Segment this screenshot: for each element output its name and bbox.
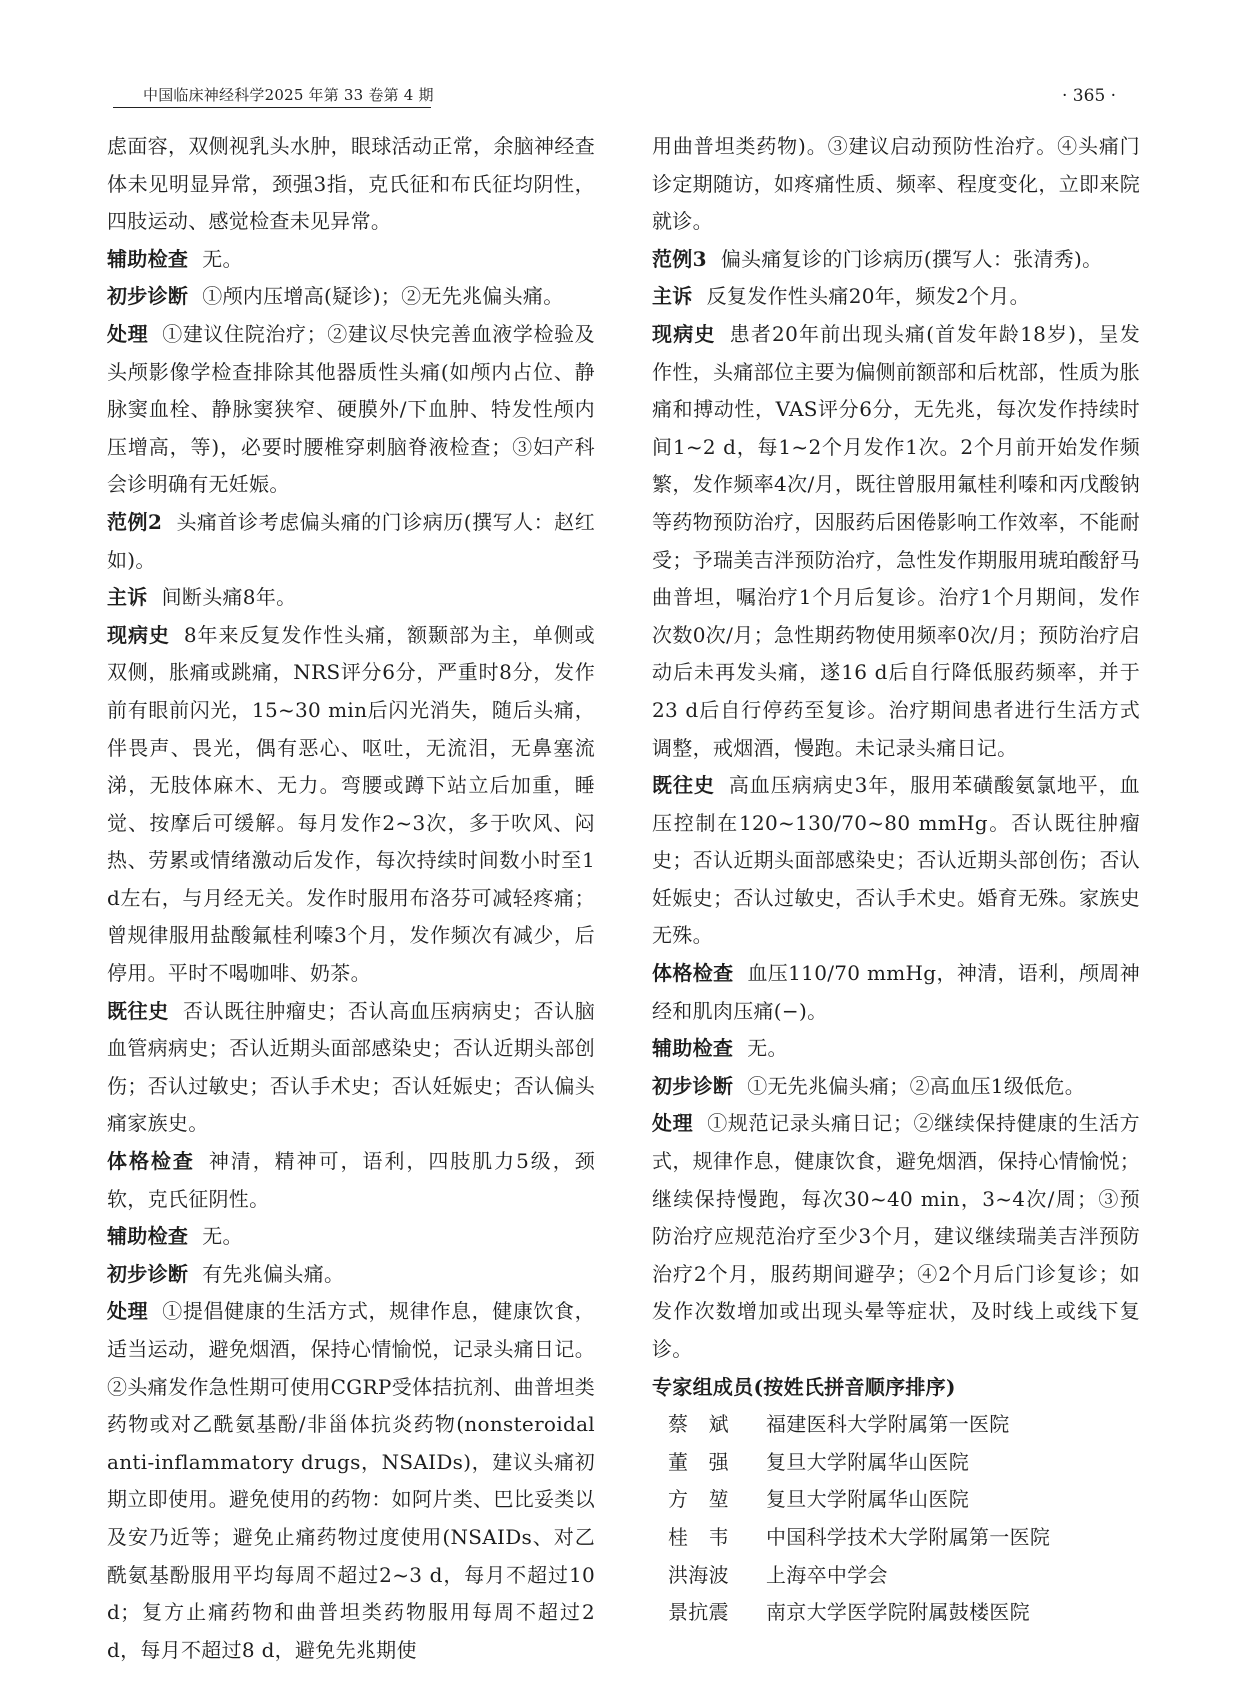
section-text: 血压110/70 mmHg，神清，语利，颅周神经和肌肉压痛(−)。 [652,961,1140,1023]
section-text: 神清，精神可，语利，四肢肌力5级，颈软，克氏征阴性。 [107,1149,596,1211]
section-text: 间断头痛8年。 [161,585,297,610]
section-label: 初步诊断 [107,284,189,309]
section-text: 高血压病病史3年，服用苯磺酸氨氯地平，血压控制在120~130/70~80 mmHg。否认既往肿瘤史；否认近期头面部感染史；否认近期头部创伤；否认妊娠史；否认过敏史，否认手术史。婚育无殊。家族史无殊。 [652,773,1140,948]
paragraph [107,504,595,579]
section-text: 反复发作性头痛20年，频发2个月。 [706,284,1030,309]
member-name: 方 堃 [668,1487,729,1512]
paragraph [107,241,595,279]
section-label: 体格检查 [107,1149,195,1174]
section-label: 既往史 [652,773,715,798]
paragraph [652,316,1140,767]
section-text: ①建议住院治疗；②建议尽快完善血液学检验及头颅影像学检查排除其他器质性头痛(如颅内占位、静脉窦血栓、静脉窦狭窄、硬膜外/下血肿、特发性颅内压增高，等)，必要时腰椎穿刺脑脊液检查；③妇产科会诊明确有无妊娠。 [107,321,595,497]
paragraph [107,1143,595,1218]
member-row [652,1557,1140,1595]
paragraph [107,1256,595,1294]
section-label: 范例3 [652,246,707,271]
member-institution: 上海卒中学会 [766,1562,888,1587]
member-row [652,1406,1140,1444]
section-text: ①规范记录头痛日记；②继续保持健康的生活方式，规律作息，健康饮食，避免烟酒，保持心情愉悦；继续保持慢跑，每次30~40 min，3~4次/周；③预防治疗应规范治疗至少3个月，建议继续瑞美吉泮预防治疗2个月，服药期间避孕；④2个月后门诊复诊；如发作次数增加或出现头晕等症状，及时线上或线下复诊。 [652,1111,1140,1361]
member-row [652,1481,1140,1519]
member-name: 蔡 斌 [668,1412,729,1437]
section-text: ①颅内压增高(疑诊)；②无先兆偏头痛。 [202,284,564,309]
section-text: 用曲普坦类药物)。③建议启动预防性治疗。④头痛门诊定期随访，如疼痛性质、频率、程度变化，立即来院就诊。 [652,134,1140,234]
section-text: ①提倡健康的生活方式，规律作息，健康饮食，适当运动，避免烟酒，保持心情愉悦，记录头痛日记。②头痛发作急性期可使用CGRP受体拮抗剂、曲普坦类药物或对乙酰氨基酚/非甾体抗炎药物(nonsteroidal anti-inflammatory drugs，NSAIDs)，建议头痛初期立即使用。避免使用的药物：如阿片类、巴比妥类以及安乃近等；避免止痛药物过度使用(NSAIDs、对乙酰氨基酚服用平均每周不超过2~3 d，每月不超过10 d；复方止痛药物和曲普坦类药物服用每周不超过2 d，每月不超过8 d，避免先兆期使 [107,1299,595,1662]
section-label: 体格检查 [652,961,734,986]
journal-title: 中国临床神经科学2025 年第 33 卷第 4 期 [143,86,434,104]
page-number: · 365 · [1062,86,1117,106]
section-label: 处理 [107,321,149,346]
section-text: 无。 [202,246,243,271]
paragraph [652,1030,1140,1068]
member-name: 董 强 [668,1449,729,1474]
member-name: 景抗震 [668,1600,729,1625]
section-text: 有先兆偏头痛。 [202,1261,345,1286]
paragraph [107,316,595,504]
paragraph [107,617,595,993]
member-row [652,1519,1140,1557]
paragraph [107,278,595,316]
right-column [652,128,1140,1632]
section-text: 无。 [202,1224,243,1249]
section-label: 初步诊断 [107,1261,189,1286]
section-label: 现病史 [107,622,170,647]
section-text: 头痛首诊考虑偏头痛的门诊病历(撰写人：赵红如)。 [107,509,595,572]
section-label: 辅助检查 [652,1036,734,1061]
section-label: 处理 [107,1299,149,1324]
section-text: 无。 [747,1036,788,1061]
left-column [107,128,595,1669]
section-label: 初步诊断 [652,1073,734,1098]
section-text: 患者20年前出现头痛(首发年龄18岁)，呈发作性，头痛部位主要为偏侧前额部和后枕部，性质为胀痛和搏动性，VAS评分6分，无先兆，每次发作持续时间1~2 d，每1~2个月发作1次。2个月前开始发作频繁，发作频率4次/月，既往曾服用氟桂利嗪和丙戊酸钠等药物预防治疗，因服药后困倦影响工作效率，不能耐受；予瑞美吉泮预防治疗，急性发作期服用琥珀酸舒马曲普坦，嘱治疗1个月后复诊。治疗1个月期间，发作次数0次/月；急性期药物使用频率0次/月；预防治疗启动后未再发头痛，遂16 d后自行降低服药频率，并于23 d后自行停药至复诊。治疗期间患者进行生活方式调整，戒烟酒，慢跑。未记录头痛日记。 [652,321,1141,760]
section-text: ①无先兆偏头痛；②高血压1级低危。 [747,1073,1086,1098]
member-name: 桂 韦 [668,1524,729,1549]
paragraph [652,767,1140,955]
paragraph [652,1105,1140,1368]
section-text: 否认既往肿瘤史；否认高血压病病史；否认脑血管病病史；否认近期头面部感染史；否认近期头部创伤；否认过敏史；否认手术史；否认妊娠史；否认偏头痛家族史。 [107,998,596,1136]
paragraph [652,1068,1140,1106]
member-name: 洪海波 [668,1562,729,1587]
section-label: 主诉 [107,585,148,610]
section-text: 偏头痛复诊的门诊病历(撰写人：张清秀)。 [720,246,1103,271]
member-institution: 福建医科大学附属第一医院 [766,1412,1010,1437]
paragraph [107,579,595,617]
paragraph [652,241,1140,279]
member-institution: 南京大学医学院附属鼓楼医院 [766,1600,1030,1625]
member-row [652,1444,1140,1482]
paragraph [652,278,1140,316]
member-institution: 复旦大学附属华山医院 [766,1449,969,1474]
header-rule [113,107,431,108]
section-label: 辅助检查 [107,246,189,271]
section-label: 范例2 [107,509,163,534]
section-text: 8年来反复发作性头痛，额颞部为主，单侧或双侧，胀痛或跳痛，NRS评分6分，严重时8分，发作前有眼前闪光，15~30 min后闪光消失，随后头痛，伴畏声、畏光，偶有恶心、呕吐，无流泪，无鼻塞流涕，无肢体麻木、无力。弯腰或蹲下站立后加重，睡觉、按摩后可缓解。每月发作2~3次，多于吹风、闷热、劳累或情绪激动后发作，每次持续时间数小时至1 d左右，与月经无关。发作时服用布洛芬可减轻疼痛；曾规律服用盐酸氟桂利嗪3个月，发作频次有减少，后停用。平时不喝咖啡、奶茶。 [107,622,595,986]
member-row [652,1594,1140,1632]
paragraph [107,128,595,241]
section-label: 辅助检查 [107,1224,189,1249]
members-title: 专家组成员(按姓氏拼音顺序排序) [652,1374,956,1399]
paragraph [652,955,1140,1030]
section-label: 主诉 [652,284,693,309]
paragraph [107,993,595,1143]
section-label: 处理 [652,1111,694,1136]
paragraph [107,1218,595,1256]
section-label: 既往史 [107,998,169,1023]
member-institution: 复旦大学附属华山医院 [766,1487,969,1512]
paragraph [107,1293,595,1669]
section-text: 虑面容，双侧视乳头水肿，眼球活动正常，余脑神经查体未见明显异常，颈强3指，克氏征和布氏征均阴性，四肢运动、感觉检查未见异常。 [107,134,595,234]
member-institution: 中国科学技术大学附属第一医院 [766,1524,1051,1549]
paragraph [652,128,1140,241]
section-label: 现病史 [652,321,716,346]
